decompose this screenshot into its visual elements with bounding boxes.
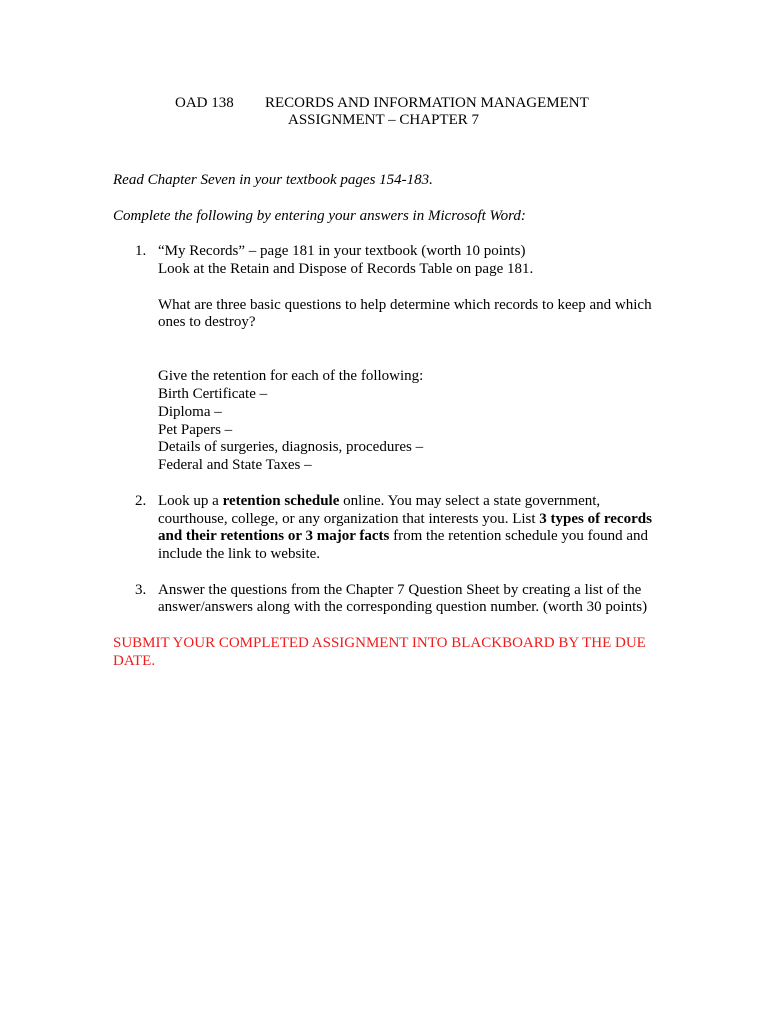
- item2-line2: [158, 510, 652, 528]
- item3-line1: Answer the questions from the Chapter 7 Question Sheet by creating a list of the: [158, 582, 642, 598]
- retention-item: Diploma –: [158, 404, 222, 420]
- text-run: Look up a: [158, 493, 223, 509]
- retention-intro: Give the retention for each of the following:: [158, 368, 424, 384]
- assignment-title: ASSIGNMENT – CHAPTER 7: [288, 112, 479, 128]
- retention-item: Birth Certificate –: [158, 386, 268, 402]
- item1-line1: “My Records” – page 181 in your textbook (worth 10 points): [158, 243, 526, 259]
- bold-text-run: and their retentions or 3 major facts: [158, 528, 390, 544]
- course-title: RECORDS AND INFORMATION MANAGEMENT: [265, 95, 589, 111]
- text-run: courthouse, college, or any organization that interests you. List: [158, 511, 540, 527]
- item3-line2: answer/answers along with the corresponding question number. (worth 30 points): [158, 599, 648, 615]
- submission-notice-line2: DATE.: [113, 653, 156, 669]
- course-code: OAD 138: [175, 95, 234, 111]
- retention-item: Pet Papers –: [158, 422, 233, 438]
- complete-instruction: Complete the following by entering your answers in Microsoft Word:: [113, 208, 526, 224]
- list-number: 1.: [135, 243, 147, 259]
- item2-line1: [158, 492, 600, 510]
- submission-notice-line1: SUBMIT YOUR COMPLETED ASSIGNMENT INTO BLACKBOARD BY THE DUE: [113, 635, 646, 651]
- text-run: from the retention schedule you found and: [389, 528, 649, 544]
- item1-question-line1: What are three basic questions to help determine which records to keep and which: [158, 297, 652, 313]
- item1-question-line2: ones to destroy?: [158, 314, 256, 330]
- retention-item: Details of surgeries, diagnosis, procedures –: [158, 439, 424, 455]
- item1-line2: Look at the Retain and Dispose of Records Table on page 181.: [158, 261, 534, 277]
- bold-text-run: 3 types of records: [539, 511, 652, 527]
- list-number: 3.: [135, 582, 147, 598]
- retention-item: Federal and State Taxes –: [158, 457, 312, 473]
- text-run: online. You may select a state government,: [339, 493, 601, 509]
- item2-line4: include the link to website.: [158, 546, 321, 562]
- list-number: 2.: [135, 493, 147, 509]
- read-instruction: Read Chapter Seven in your textbook pages 154-183.: [113, 172, 433, 188]
- item2-line3: [158, 527, 648, 545]
- bold-text-run: retention schedule: [222, 493, 340, 509]
